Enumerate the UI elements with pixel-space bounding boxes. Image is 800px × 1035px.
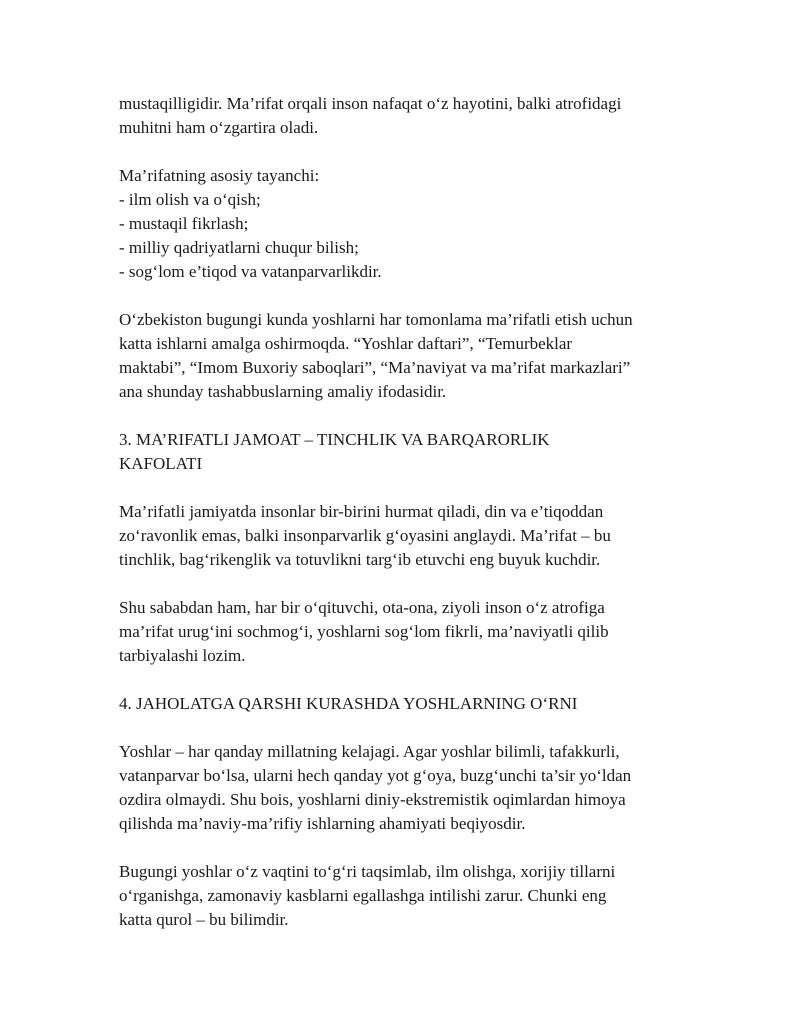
text-line: muhitni ham o‘zgartira oladi. bbox=[119, 118, 319, 137]
document-page bbox=[119, 92, 699, 956]
heading-line: 3. MA’RIFATLI JAMOAT – TINCHLIK VA BARQARORLIK bbox=[119, 430, 550, 449]
text-line: katta ishlarni amalga oshirmoqda. “Yoshlar daftari”, “Temurbeklar bbox=[119, 334, 573, 353]
list-item: - ilm olish va o‘qish; bbox=[119, 190, 261, 209]
paragraph-intro-end bbox=[119, 92, 699, 140]
text-line: o‘rganishga, zamonaviy kasblarni egallashga intilishi zarur. Chunki eng bbox=[119, 886, 607, 905]
list-item: - milliy qadriyatlarni chuqur bilish; bbox=[119, 238, 359, 257]
text-line: tinchlik, bag‘rikenglik va totuvlikni targ‘ib etuvchi eng buyuk kuchdir. bbox=[119, 550, 601, 569]
text-line: ma’rifat urug‘ini sochmog‘i, yoshlarni sog‘lom fikrli, ma’naviyatli qilib bbox=[119, 622, 609, 641]
list-item: - mustaqil fikrlash; bbox=[119, 214, 249, 233]
text-line: Shu sababdan ham, har bir o‘qituvchi, ota-ona, ziyoli inson o‘z atrofiga bbox=[119, 598, 605, 617]
text-line: qilishda ma’naviy-ma’rifiy ishlarning ahamiyati beqiyosdir. bbox=[119, 814, 526, 833]
text-line: maktabi”, “Imom Buxoriy saboqlari”, “Ma’naviyat va ma’rifat markazlari” bbox=[119, 358, 631, 377]
text-line: Ma’rifatli jamiyatda insonlar bir-birini hurmat qiladi, din va e’tiqoddan bbox=[119, 502, 604, 521]
list-title: Ma’rifatning asosiy tayanchi: bbox=[119, 166, 320, 185]
text-line: O‘zbekiston bugungi kunda yoshlarni har tomonlama ma’rifatli etish uchun bbox=[119, 310, 633, 329]
text-line: Bugungi yoshlar o‘z vaqtini to‘g‘ri taqsimlab, ilm olishga, xorijiy tillarni bbox=[119, 862, 616, 881]
text-line: tarbiyalashi lozim. bbox=[119, 646, 246, 665]
text-line: ozdira olmaydi. Shu bois, yoshlarni diniy-ekstremistik oqimlardan himoya bbox=[119, 790, 626, 809]
heading-line: KAFOLATI bbox=[119, 454, 203, 473]
paragraph-uzbekistan bbox=[119, 308, 699, 404]
list-item: - sog‘lom e’tiqod va vatanparvarlikdir. bbox=[119, 262, 382, 281]
paragraph-teachers bbox=[119, 596, 699, 668]
text-line: ana shunday tashabbuslarning amaliy ifodasidir. bbox=[119, 382, 447, 401]
text-line: mustaqilligidir. Ma’rifat orqali inson nafaqat o‘z hayotini, balki atrofidagi bbox=[119, 94, 622, 113]
paragraph-society bbox=[119, 500, 699, 572]
text-line: vatanparvar bo‘lsa, ularni hech qanday yot g‘oya, buzg‘unchi ta’sir yo‘ldan bbox=[119, 766, 632, 785]
section-heading-4 bbox=[119, 692, 699, 716]
text-line: Yoshlar – har qanday millatning kelajagi. Agar yoshlar bilimli, tafakkurli, bbox=[119, 742, 620, 761]
paragraph-today-youth bbox=[119, 860, 699, 932]
paragraph-youth bbox=[119, 740, 699, 836]
heading-line: 4. JAHOLATGA QARSHI KURASHDA YOSHLARNING O‘RNI bbox=[119, 694, 578, 713]
text-line: katta qurol – bu bilimdir. bbox=[119, 910, 289, 929]
pillars-list bbox=[119, 164, 699, 284]
section-heading-3 bbox=[119, 428, 699, 476]
text-line: zo‘ravonlik emas, balki insonparvarlik g‘oyasini anglaydi. Ma’rifat – bu bbox=[119, 526, 611, 545]
